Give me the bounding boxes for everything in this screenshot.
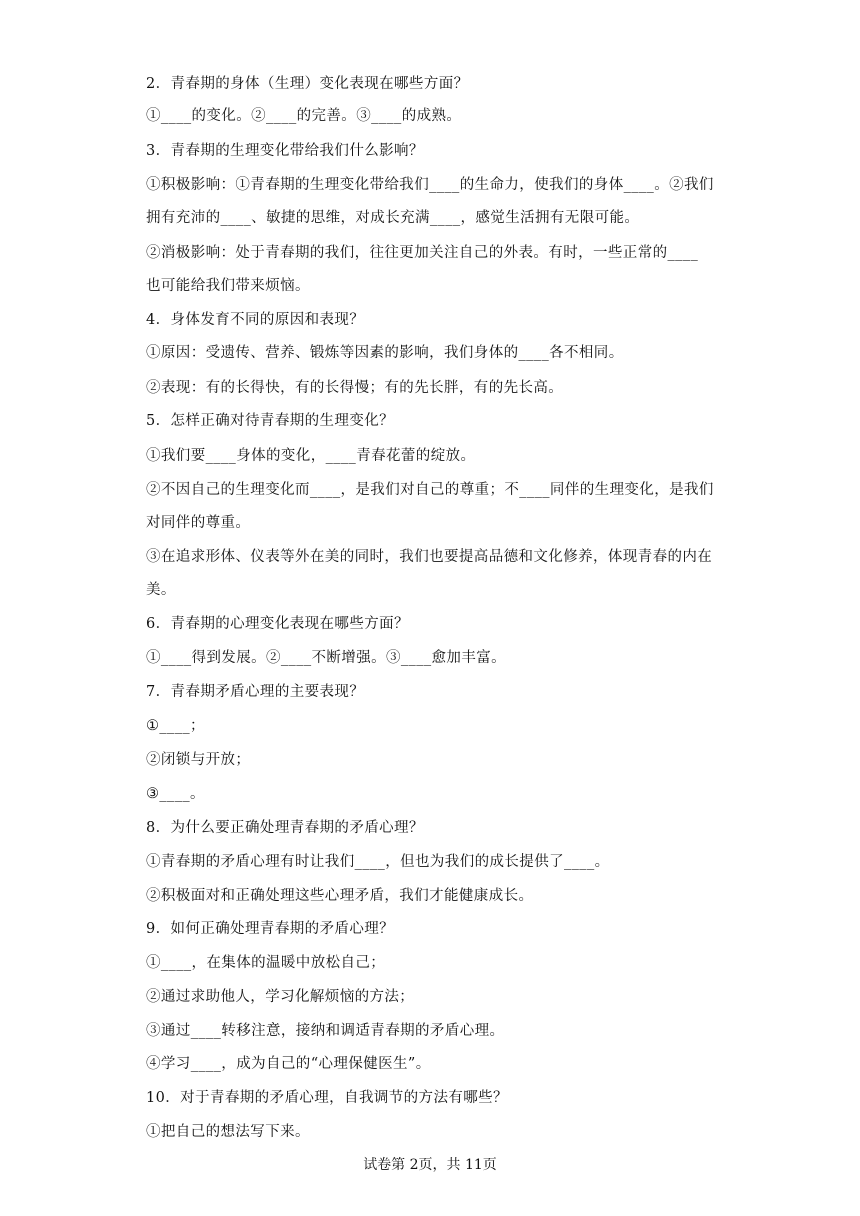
answer-line: 拥有充沛的____、敏捷的思维，对成长充满____，感觉生活拥有无限可能。 — [146, 210, 640, 226]
answer-line: ②闭锁与开放； — [146, 752, 251, 768]
answer-line: ③在追求形体、仪表等外在美的同时，我们也要提高品德和文化修养，体现青春的内在 — [146, 549, 713, 565]
answer-line: ③____。 — [146, 786, 205, 802]
question-4: 4．身体发育不同的原因和表现？ — [146, 312, 365, 328]
answer-line: ②表现：有的长得快，有的长得慢；有的先长胖，有的先长高。 — [146, 380, 564, 396]
answer-line: ①我们要____身体的变化，____青春花蕾的绽放。 — [146, 448, 476, 464]
answer-line: ③通过____转移注意，接纳和调适青春期的矛盾心理。 — [146, 1023, 505, 1039]
answer-line: ②不因自己的生理变化而____，是我们对自己的尊重；不____同伴的生理变化，是我们 — [146, 482, 714, 498]
answer-line: ①____的变化。②____的完善。③____的成熟。 — [146, 108, 462, 124]
answer-line: ②通过求助他人，学习化解烦恼的方法； — [146, 989, 415, 1005]
question-6: 6．青春期的心理变化表现在哪些方面？ — [146, 616, 409, 632]
question-3: 3．青春期的生理变化带给我们什么影响？ — [146, 143, 424, 159]
answer-line: 也可能给我们带来烦恼。 — [146, 278, 310, 294]
answer-line: ①原因：受遗传、营养、锻炼等因素的影响，我们身体的____各不相同。 — [146, 345, 624, 361]
answer-line: ①____得到发展。②____不断增强。③____愈加丰富。 — [146, 650, 506, 666]
answer-line: ①青春期的矛盾心理有时让我们____，但也为我们的成长提供了____。 — [146, 854, 610, 870]
question-10: 10．对于青春期的矛盾心理，自我调节的方法有哪些？ — [146, 1090, 508, 1106]
answer-line: ①____； — [146, 718, 205, 734]
question-5: 5．怎样正确对待青春期的生理变化？ — [146, 413, 395, 429]
page-footer: 试卷第 2页，共 11页 — [363, 1157, 497, 1173]
answer-line: 美。 — [146, 582, 176, 598]
answer-line: ④学习____，成为自己的“心理保健医生”。 — [146, 1056, 431, 1072]
question-9: 9．如何正确处理青春期的矛盾心理？ — [146, 921, 395, 937]
question-2: 2．青春期的身体（生理）变化表现在哪些方面？ — [146, 76, 469, 92]
answer-line: ②消极影响：处于青春期的我们，往往更加关注自己的外表。有时，一些正常的____ — [146, 245, 699, 261]
answer-line: ①____，在集体的温暖中放松自己； — [146, 955, 386, 971]
question-8: 8．为什么要正确处理青春期的矛盾心理？ — [146, 820, 424, 836]
answer-line: ①积极影响：①青春期的生理变化带给我们____的生命力，使我们的身体____。②我们 — [146, 177, 714, 193]
answer-line: 对同伴的尊重。 — [146, 515, 251, 531]
answer-line: ①把自己的想法写下来。 — [146, 1124, 310, 1140]
question-7: 7．青春期矛盾心理的主要表现？ — [146, 684, 365, 700]
answer-line: ②积极面对和正确处理这些心理矛盾，我们才能健康成长。 — [146, 888, 534, 904]
